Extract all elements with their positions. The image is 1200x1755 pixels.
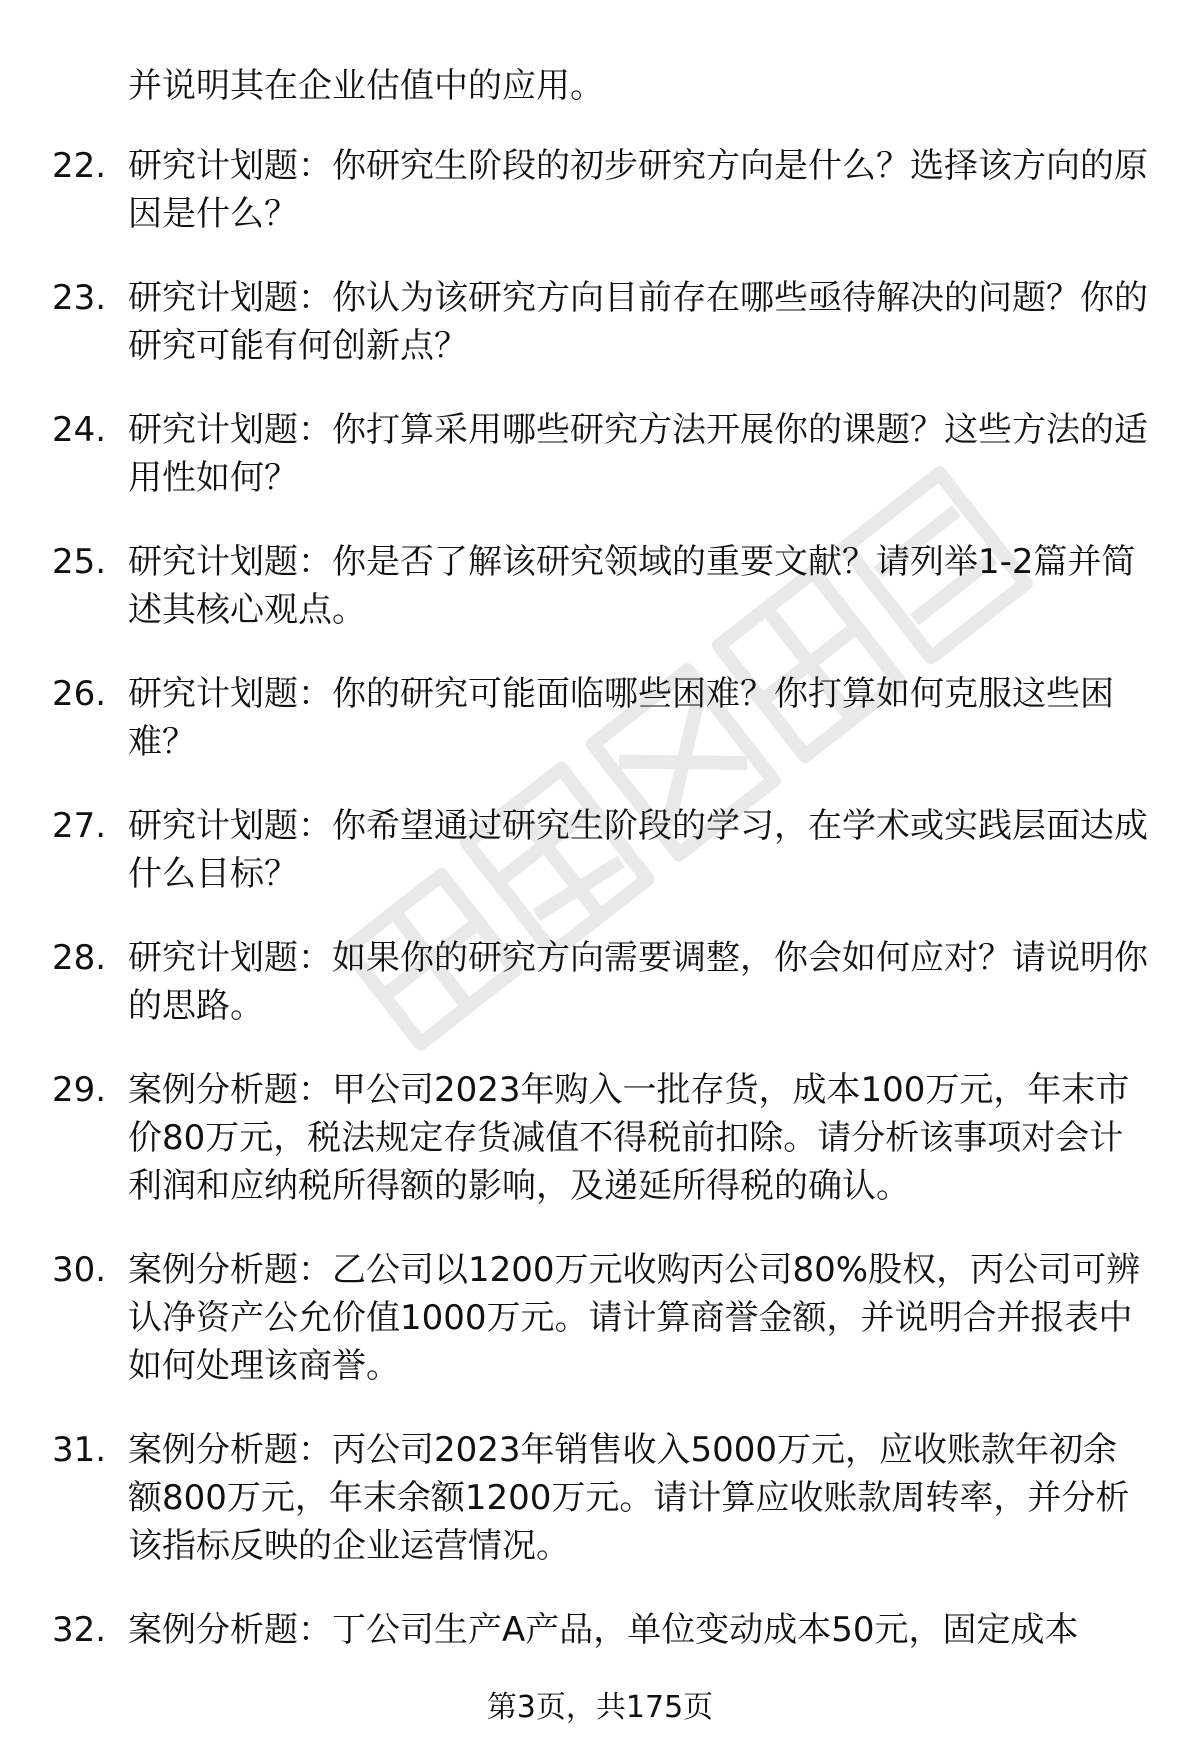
list-item	[52, 934, 1152, 1030]
list-item	[52, 670, 1152, 766]
question-text: 研究计划题：你的研究可能面临哪些困难？你打算如何克服这些困难？	[128, 674, 1114, 762]
question-number: 27.	[52, 806, 107, 846]
question-text: 案例分析题：丙公司2023年销售收入5000万元，应收账款年初余额800万元，年末余额1200万元。请计算应收账款周转率，并分析该指标反映的企业运营情况。	[128, 1430, 1130, 1566]
question-text: 研究计划题：你打算采用哪些研究方法开展你的课题？这些方法的适用性如何？	[128, 410, 1148, 498]
list-item	[52, 1606, 1152, 1654]
list-item	[52, 538, 1152, 634]
question-number: 28.	[52, 938, 107, 978]
question-number: 26.	[52, 674, 107, 714]
question-text: 研究计划题：你是否了解该研究领域的重要文献？请列举1-2篇并简述其核心观点。	[128, 542, 1136, 630]
list-item	[52, 274, 1152, 370]
list-item	[52, 1066, 1152, 1210]
question-text: 案例分析题：乙公司以1200万元收购丙公司80%股权，丙公司可辨认净资产公允价值1000万元。请计算商誉金额，并说明合并报表中如何处理该商誉。	[128, 1250, 1141, 1386]
continuation-text: 并说明其在企业估值中的应用。	[128, 66, 604, 106]
question-list	[52, 142, 1152, 1690]
question-text: 研究计划题：你希望通过研究生阶段的学习，在学术或实践层面达成什么目标？	[128, 806, 1148, 894]
list-item	[52, 142, 1152, 238]
list-item	[52, 1426, 1152, 1570]
question-number: 30.	[52, 1250, 107, 1290]
question-text: 研究计划题：如果你的研究方向需要调整，你会如何应对？请说明你的思路。	[128, 938, 1148, 1026]
question-number: 25.	[52, 542, 107, 582]
list-item	[52, 802, 1152, 898]
question-number: 31.	[52, 1430, 107, 1470]
list-item	[52, 406, 1152, 502]
question-text: 研究计划题：你认为该研究方向目前存在哪些亟待解决的问题？你的研究可能有何创新点？	[128, 278, 1148, 366]
list-item	[52, 1246, 1152, 1390]
question-number: 32.	[52, 1610, 107, 1650]
question-text: 案例分析题：丁公司生产A产品，单位变动成本50元，固定成本	[128, 1610, 1079, 1650]
question-number: 24.	[52, 410, 107, 450]
question-number: 22.	[52, 146, 107, 186]
question-text: 研究计划题：你研究生阶段的初步研究方向是什么？选择该方向的原因是什么？	[128, 146, 1148, 234]
question-number: 29.	[52, 1070, 107, 1110]
question-text: 案例分析题：甲公司2023年购入一批存货，成本100万元，年末市价80万元，税法规定存货减值不得税前扣除。请分析该事项对会计利润和应纳税所得额的影响，及递延所得税的确认。	[128, 1070, 1130, 1206]
page-footer: 第3页，共175页	[486, 1690, 714, 1725]
question-number: 23.	[52, 278, 107, 318]
